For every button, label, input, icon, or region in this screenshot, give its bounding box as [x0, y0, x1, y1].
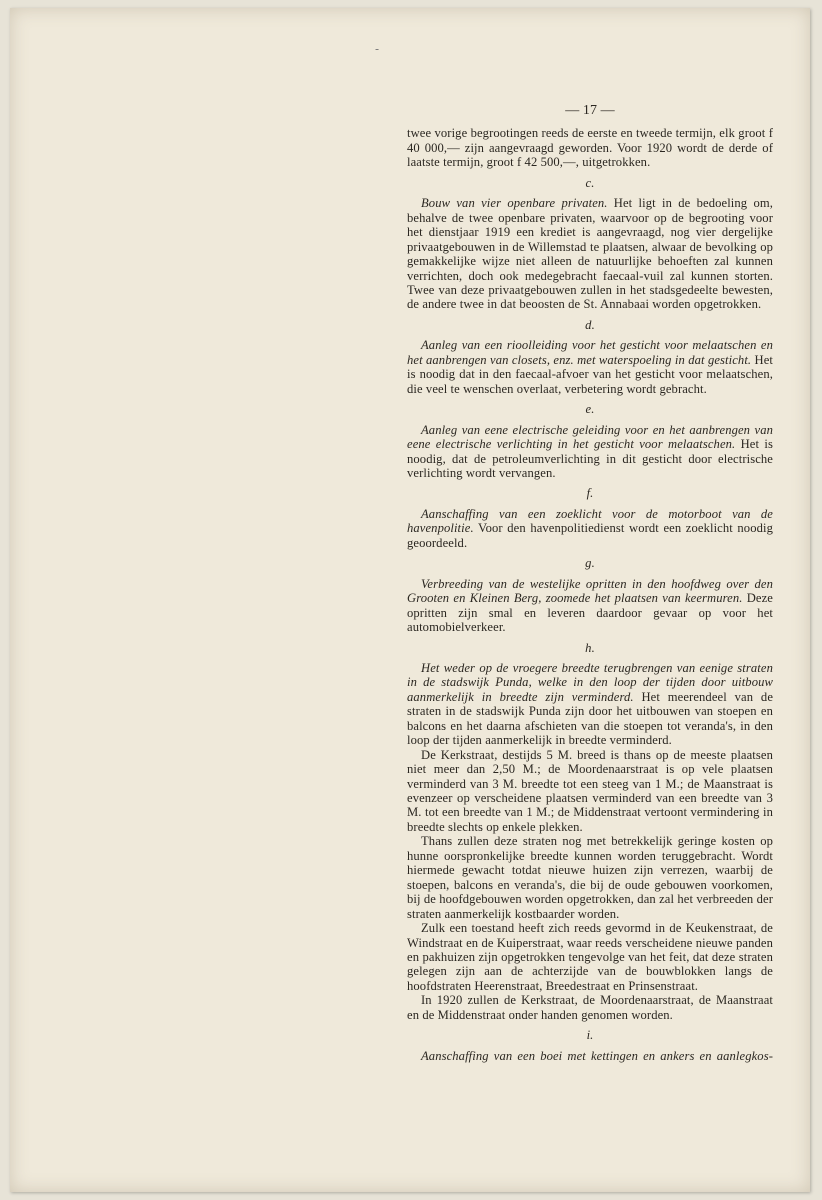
section-e — [407, 423, 773, 481]
section-f-body: Voor den havenpolitiedienst wordt een zoeklicht noodig geoordeeld. — [407, 521, 773, 550]
section-letter-d: d. — [585, 317, 595, 332]
section-g — [407, 577, 773, 635]
section-c-body: Het ligt in de bedoeling om, behalve de twee openbare privaten, waarvoor op de begrooting voor het dienstjaar 1919 een krediet is aangevraagd, nog vier dergelijke privaatgebouwen in de Willemstad te plaatsen, alwaar de bevolking op gemakkelijke wijze niet alleen de natuurlijke behoeften zal kunnen verrichten, doch ook medegebracht faecaal-vuil zal kunnen storten. Twee van deze privaatgebouwen zullen in het stadsgedeelte bewesten, de andere twee in dat beoosten de St. Annabaai worden opgetrokken. — [407, 196, 773, 312]
section-h-paragraph-4: In 1920 zullen de Kerkstraat, de Moordenaarstraat, de Maanstraat en de Middenstraat onder handen genomen worden. — [407, 993, 773, 1022]
text-column — [407, 104, 773, 1063]
section-h-heading: Het weder op de vroegere breedte terugbrengen van eenige straten in de stadswijk Punda, welke in den loop der tijden door uitbouw aanmerkelijk in breedte zijn verminderd. — [407, 660, 773, 704]
section-e-body: Het is noodig, dat de petroleumverlichting in dit gesticht door electrische verlichting wordt vervangen. — [407, 437, 773, 480]
section-h-paragraph-3: Zulk een toestand heeft zich reeds gevormd in de Keukenstraat, de Windstraat en de Kuiperstraat, waar reeds verscheidene nieuwe panden en pakhuizen zijn opgetrokken tengevolge van het feit, dat deze straten gelegen zijn aan de achterzijde van de bouwblokken langs de hoofdstraten Heerenstraat, Breedestraat en Prinsenstraat. — [407, 921, 773, 993]
section-letter-i: i. — [586, 1028, 594, 1043]
section-h-body: Het meerendeel van de straten in de stadswijk Punda zijn door het uitbouwen van stoepen en balcons en het daarna afschieten van die stoepen tot veranda's, in den loop der tijden aanmerkelijk in breedte verminderd. — [407, 689, 774, 748]
section-c-heading: Bouw van vier openbare privaten. — [421, 196, 608, 211]
section-h-paragraph-1: De Kerkstraat, destijds 5 M. breed is thans op de meeste plaatsen niet meer dan 2,50 M.; de Moordenaarstraat is op vele plaatsen verminderd van 3 M. breedte tot een steeg van 1 M.; de Maanstraat is evenzeer op verscheidene plaatsen verminderd van een breedte van 3 M. tot een breedte van 1 M.; de Middenstraat vertoont vermindering in breedte slechts op enkele plekken. — [407, 747, 773, 834]
section-f-heading: Aanschaffing van een zoeklicht voor de motorboot van de havenpolitie. — [407, 506, 773, 536]
section-d-heading: Aanleg van een rioolleiding voor het gesticht voor melaatschen en het aanbrengen van closets, enz. met waterspoeling in dat gesticht. — [407, 338, 773, 367]
section-letter-h: h. — [585, 640, 595, 655]
section-d — [407, 338, 773, 396]
section-letter-f: f. — [586, 486, 594, 501]
paragraph-intro: twee vorige begrootingen reeds de eerste en tweede termijn, elk groot f 40 000,— zijn aangevraagd geworden. Voor 1920 wordt de derde of laatste termijn, groot f 42 500,—, uitgetrokken. — [407, 126, 773, 170]
section-e-heading: Aanleg van eene electrische geleiding voor en het aanbrengen van eene electrische verlichting in het gesticht voor melaatschen. — [407, 422, 773, 452]
section-g-heading: Verbreeding van de westelijke opritten in den hoofdweg over den Grooten en Kleinen Berg, zoomede het plaatsen van keermuren. — [407, 576, 773, 606]
section-f — [407, 507, 773, 550]
section-d-body: Het is noodig dat in den faecaal-afvoer van het gesticht voor melaatschen, die veel te wenschen overlaat, verbetering wordt gebracht. — [407, 352, 773, 396]
section-letter-g: g. — [585, 556, 595, 571]
section-letter-e: e. — [585, 402, 595, 417]
section-h — [407, 661, 773, 748]
section-i-heading: Aanschaffing van een boei met kettingen en ankers en aanlegkos- — [421, 1048, 773, 1063]
section-h-paragraph-2: Thans zullen deze straten nog met betrekkelijk geringe kosten op hunne oorspronkelijke breedte kunnen worden teruggebracht. Wordt hiermede gewacht totdat nieuwe huizen zijn verrezen, waarbij de stoepen, balcons en veranda's, die bij de oude gebouwen voorkomen, bij de hoofdgebouwen worden opgetrokken, dan zal het verbreeden der straten aanmerkelijk kostbaarder worden. — [407, 834, 773, 921]
section-letter-c: c. — [585, 175, 595, 190]
section-c — [407, 196, 773, 312]
page-number: — 17 — — [565, 103, 615, 118]
page-speck: - — [375, 42, 380, 56]
section-g-body: Deze opritten zijn smal en leveren daardoor gevaar op voor het automobielverkeer. — [407, 591, 773, 635]
document-page — [10, 8, 810, 1192]
